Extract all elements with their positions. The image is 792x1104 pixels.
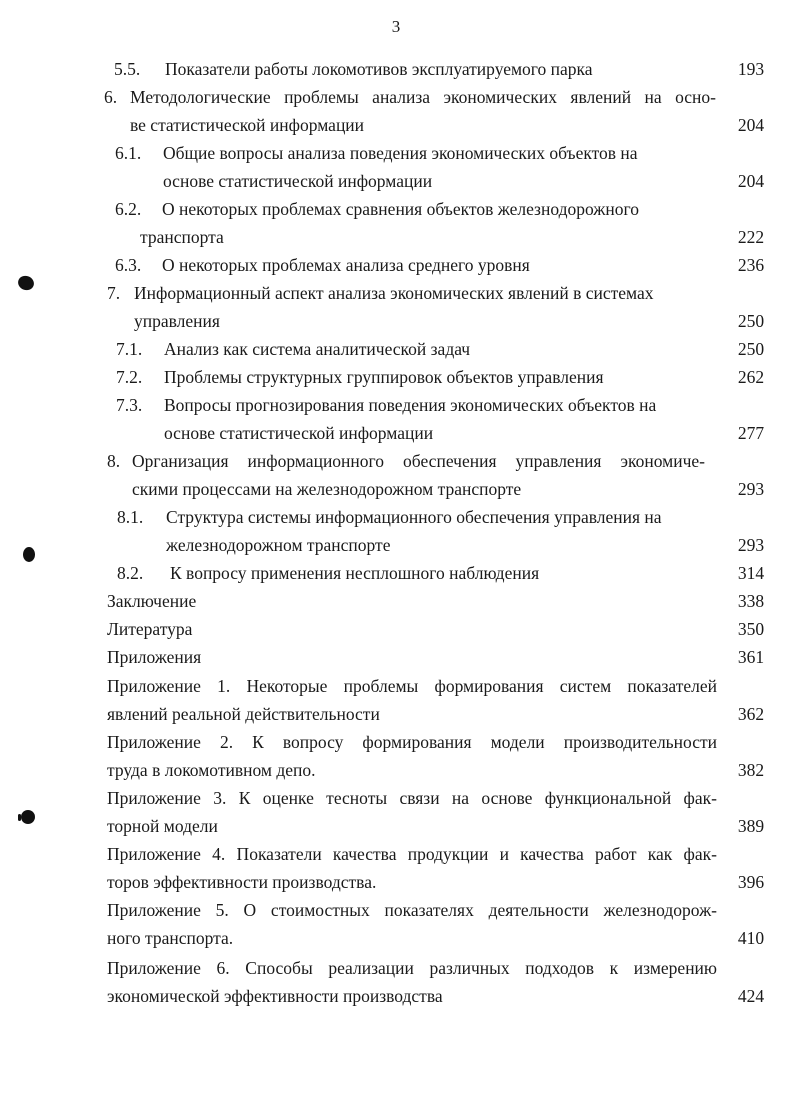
toc-page: 314 (737, 563, 765, 583)
toc-page: 250 (737, 339, 765, 359)
toc-title-cont: основе статистической информации (164, 423, 434, 443)
toc-page: 382 (737, 760, 765, 780)
toc-page: 204 (737, 115, 765, 135)
toc-page: 250 (737, 311, 765, 331)
toc-title-cont: железнодорожном транспорте (166, 535, 391, 555)
toc-title-cont: экономической эффективности производства (107, 986, 443, 1006)
toc-page: 193 (737, 59, 765, 79)
toc-title: Структура системы информационного обеспечения управления на (166, 507, 662, 527)
toc-page: 350 (737, 619, 765, 639)
scan-mark (23, 547, 35, 562)
toc-title: Организация информационного обеспечения управления экономиче- (132, 451, 705, 471)
toc-title-cont: труда в локомотивном депо. (107, 760, 316, 780)
toc-title-cont: явлений реальной действительности (107, 704, 380, 724)
toc-page: 293 (737, 479, 765, 499)
toc-page: 277 (737, 423, 765, 443)
toc-title-cont: ного транспорта. (107, 928, 234, 948)
toc-page: 396 (737, 872, 765, 892)
toc-number: 7. (107, 283, 121, 303)
toc-title: Приложение 4. Показатели качества продукции и качества работ как фак- (107, 844, 717, 864)
toc-title-cont: торной модели (107, 816, 218, 836)
toc-title: Литература (107, 619, 193, 639)
scan-mark (21, 810, 35, 824)
toc-page: 424 (737, 986, 765, 1006)
toc-title-cont: торов эффективности производства. (107, 872, 377, 892)
toc-title: О некоторых проблемах анализа среднего уровня (162, 255, 530, 275)
toc-number: 6. (104, 87, 118, 107)
toc-number: 6.1. (115, 143, 142, 163)
toc-title-cont: транспорта (140, 227, 224, 247)
toc-number: 8. (107, 451, 121, 471)
toc-title-cont: скими процессами на железнодорожном транспорте (132, 479, 522, 499)
toc-page: 204 (737, 171, 765, 191)
toc-page: 389 (737, 816, 765, 836)
scan-mark (16, 274, 36, 293)
toc-number: 8.1. (117, 507, 144, 527)
toc-title: Показатели работы локомотивов эксплуатируемого парка (165, 59, 593, 79)
toc-title-cont: ве статистической информации (130, 115, 365, 135)
toc-page: 262 (737, 367, 765, 387)
toc-number: 8.2. (117, 563, 144, 583)
toc-number: 6.3. (115, 255, 142, 275)
toc-title: Приложение 6. Способы реализации различных подходов к измерению (107, 958, 717, 978)
page-number: 3 (391, 17, 401, 36)
toc-page: 410 (737, 928, 765, 948)
toc-number: 7.3. (116, 395, 143, 415)
toc-title: Анализ как система аналитической задач (164, 339, 471, 359)
toc-number: 7.2. (116, 367, 143, 387)
toc-title: Методологические проблемы анализа экономических явлений на осно- (130, 87, 716, 107)
toc-title: Проблемы структурных группировок объектов управления (164, 367, 604, 387)
toc-title: Заключение (107, 591, 197, 611)
toc-title-cont: основе статистической информации (163, 171, 433, 191)
toc-page: 293 (737, 535, 765, 555)
toc-title: Приложения (107, 647, 202, 667)
toc-page: 338 (737, 591, 765, 611)
toc-title: Приложение 1. Некоторые проблемы формирования систем показателей (107, 676, 717, 696)
toc-number: 5.5. (114, 59, 141, 79)
toc-page: 236 (737, 255, 765, 275)
toc-number: 7.1. (116, 339, 143, 359)
toc-title: Информационный аспект анализа экономических явлений в системах (134, 283, 654, 303)
toc-page: 362 (737, 704, 765, 724)
scan-mark (18, 814, 21, 821)
toc-title: О некоторых проблемах сравнения объектов железнодорожного (162, 199, 639, 219)
toc-title: Вопросы прогнозирования поведения экономических объектов на (164, 395, 657, 415)
toc-title: Общие вопросы анализа поведения экономических объектов на (163, 143, 638, 163)
toc-title: Приложение 5. О стоимостных показателях деятельности железнодорож- (107, 900, 717, 920)
toc-title: Приложение 3. К оценке тесноты связи на основе функциональной фак- (107, 788, 717, 808)
toc-title: Приложение 2. К вопросу формирования модели производительности (107, 732, 717, 752)
toc-title-cont: управления (134, 311, 220, 331)
toc-number: 6.2. (115, 199, 142, 219)
toc-title: К вопросу применения несплошного наблюдения (170, 563, 540, 583)
toc-page: 222 (737, 227, 765, 247)
toc-page: 361 (737, 647, 765, 667)
